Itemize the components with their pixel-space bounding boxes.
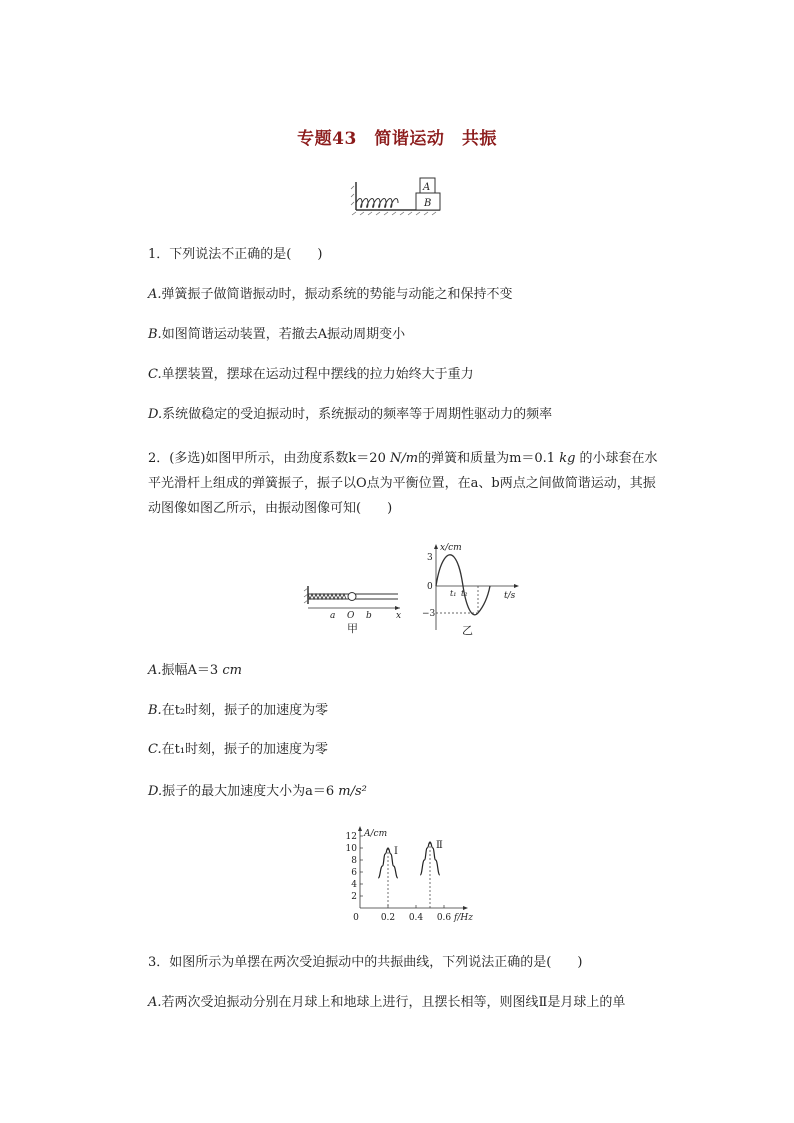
q2-stem-part1: 2．(多选)如图甲所示，由劲度系数k＝20 xyxy=(148,451,390,466)
block-a-label: A xyxy=(423,182,431,193)
q3-a-letter: A. xyxy=(148,995,162,1010)
q2-d-letter: D. xyxy=(148,784,163,799)
label-t1: t₁ xyxy=(450,589,457,598)
q2-a-unit: cm xyxy=(222,663,242,678)
q2-unit-spring: N/m xyxy=(389,451,419,466)
x-tick-label: 0.4 xyxy=(408,913,424,923)
axis-label-t-s: t/s xyxy=(504,591,516,601)
label-a: a xyxy=(330,611,336,621)
oscillator-ball xyxy=(348,593,356,601)
y-tick-label: 4 xyxy=(351,880,357,890)
q2-c-text: 在t₁时刻，振子的加速度为零 xyxy=(161,742,329,757)
q2-d-text: 振子的最大加速度大小为a＝6 xyxy=(162,784,339,799)
y-axis-label: A/cm xyxy=(364,829,388,839)
y-tick-label: 12 xyxy=(345,832,357,842)
q1-stem: 1．下列说法不正确的是( ) xyxy=(148,247,323,262)
q1-b-letter: B. xyxy=(148,327,162,342)
tick-3: 3 xyxy=(427,553,433,563)
q2-unit-mass: kg xyxy=(559,451,576,466)
q3-a-text: 若两次受迫振动分别在月球上和地球上进行，且摆长相等，则图线Ⅱ是月球上的单 xyxy=(161,995,626,1010)
y-tick-label: 10 xyxy=(345,844,357,854)
q2-b-text: 在t₂时刻，振子的加速度为零 xyxy=(161,703,329,718)
axis-label-x-cm: x/cm xyxy=(440,543,462,553)
q2-stem-part2: 的弹簧和质量为m＝0.1 xyxy=(418,451,560,466)
figure-yi xyxy=(420,540,525,638)
q1-option-c xyxy=(148,366,474,384)
y-axis-arrow xyxy=(358,826,362,831)
label-t2: t₂ xyxy=(461,589,468,598)
label-o: O xyxy=(347,611,355,621)
x-tick-label: 0.6 xyxy=(436,913,452,923)
x-tick-label: 0.2 xyxy=(380,913,396,923)
tick-neg3: −3 xyxy=(422,609,436,619)
page-title: 专题43 简谐运动 共振 xyxy=(297,129,497,149)
q1-a-letter: A. xyxy=(148,287,162,302)
q2-stem-line3: 动图像如图乙所示，由振动图像可知( ) xyxy=(148,501,393,516)
figure-jia xyxy=(300,582,410,636)
spring-block-figure xyxy=(350,174,444,216)
q1-a-text: 弹簧振子做简谐振动时，振动系统的势能与动能之和保持不变 xyxy=(161,287,513,302)
q2-option-d xyxy=(148,783,367,801)
x-tick-label: 0 xyxy=(353,913,359,923)
q1-option-b xyxy=(148,326,405,344)
y-tick-label: 2 xyxy=(351,892,357,902)
y-tick-label: 8 xyxy=(351,856,357,866)
q2-option-a xyxy=(148,662,242,680)
q2-option-c xyxy=(148,741,328,759)
q1-option-d xyxy=(148,406,552,424)
q2-a-text: 振幅A＝3 xyxy=(161,663,223,678)
block-b-label: B xyxy=(424,198,432,209)
q3-stem: 3．如图所示为单摆在两次受迫振动中的共振曲线，下列说法正确的是( ) xyxy=(148,955,583,970)
q2-b-letter: B. xyxy=(148,703,162,718)
q1-b-text: 如图简谐运动装置，若撤去A振动周期变小 xyxy=(161,327,406,342)
q1-c-letter: C. xyxy=(148,367,162,382)
q2-a-letter: A. xyxy=(148,663,162,678)
q2-stem-line1 xyxy=(148,450,658,468)
q1-d-text: 系统做稳定的受迫振动时，系统振动的频率等于周期性驱动力的频率 xyxy=(162,407,553,422)
q2-c-letter: C. xyxy=(148,742,162,757)
label-b: b xyxy=(366,611,372,621)
resonance-chart xyxy=(330,822,490,926)
q2-option-b xyxy=(148,702,328,720)
label-x: x xyxy=(396,611,402,621)
q1-option-a xyxy=(148,286,513,304)
caption-jia: 甲 xyxy=(347,622,358,635)
sine-curve xyxy=(436,555,490,615)
caption-yi: 乙 xyxy=(462,624,473,637)
x-axis-arrow xyxy=(463,906,468,910)
q1-c-text: 单摆装置，摆球在运动过程中摆线的拉力始终大于重力 xyxy=(161,367,474,382)
tick-0: 0 xyxy=(427,582,433,592)
q2-stem-part3: 的小球套在水 xyxy=(575,451,658,466)
q3-option-a xyxy=(148,994,625,1012)
q2-d-unit: m/s² xyxy=(338,784,367,799)
curve-label-1: Ⅰ xyxy=(394,846,398,857)
curve-label-2: Ⅱ xyxy=(436,840,443,851)
q1-d-letter: D. xyxy=(148,407,163,422)
q2-stem-line2: 平光滑杆上组成的弹簧振子，振子以O点为平衡位置，在a、b两点之间做简谐运动，其振 xyxy=(148,476,656,491)
x-axis-label: f/Hz xyxy=(454,913,473,923)
y-tick-label: 6 xyxy=(351,868,357,878)
